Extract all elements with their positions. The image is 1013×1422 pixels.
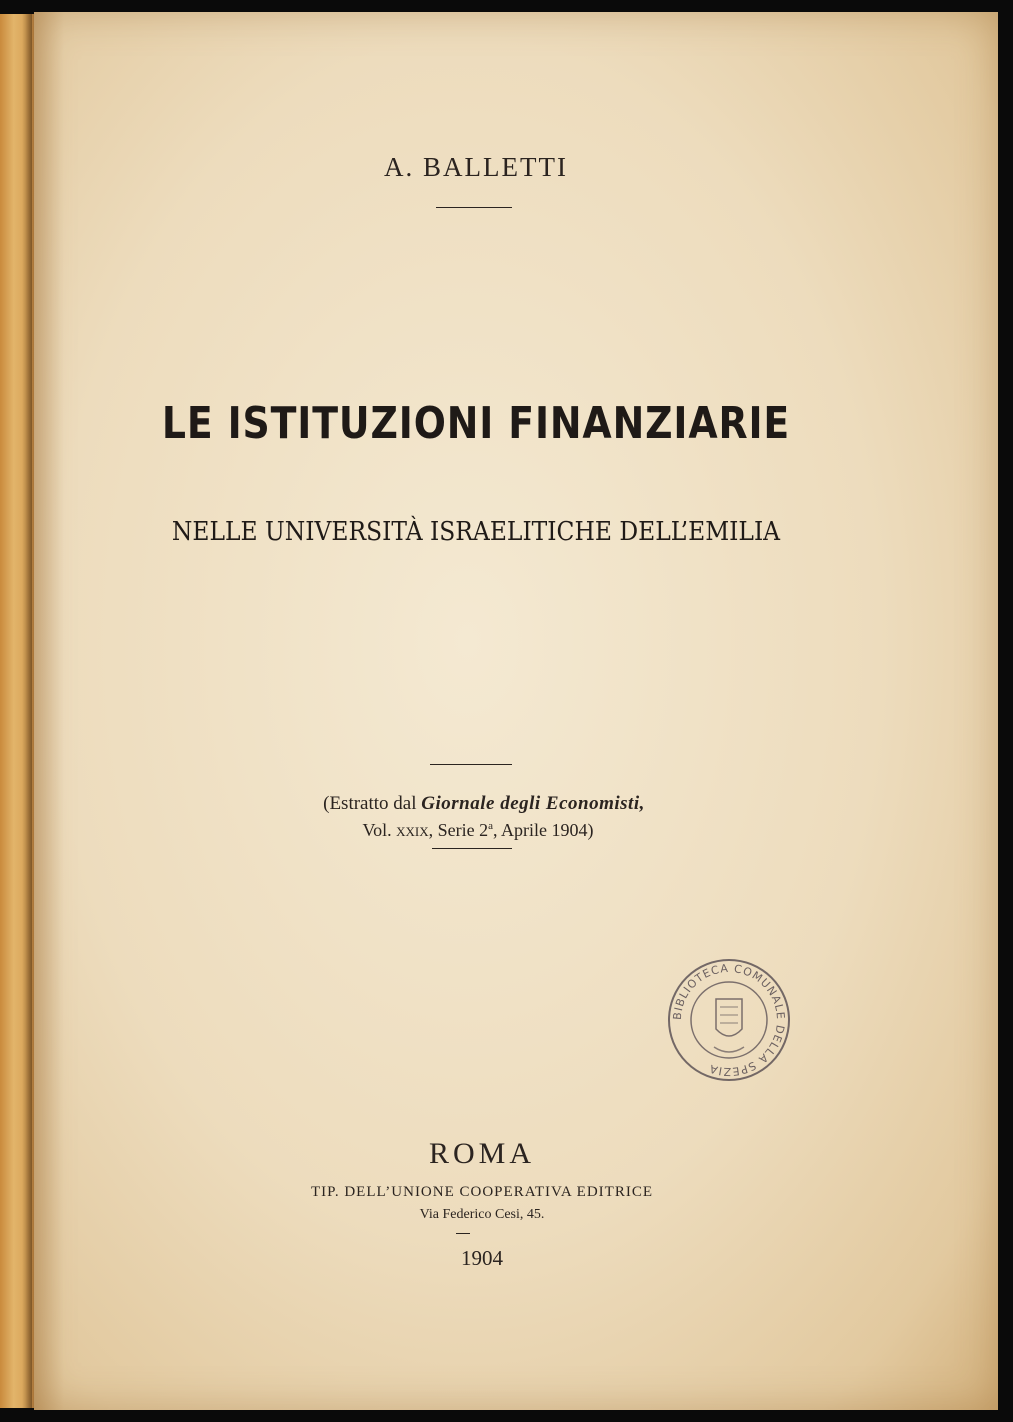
extract-line-1: [2, 793, 966, 815]
journal-name: Giornale degli Economisti,: [421, 793, 645, 814]
imprint-address: Via Federico Cesi, 45.: [419, 1207, 545, 1222]
imprint-printer: TIP. DELL’UNIONE COOPERATIVA EDITRICE: [311, 1184, 653, 1200]
author-rule: [436, 207, 512, 208]
imprint-year: 1904: [461, 1246, 503, 1270]
extract-bottom-rule: [432, 848, 512, 849]
title-page: [34, 12, 998, 1410]
series-text: , Serie 2: [428, 820, 489, 840]
book-title: LE ISTITUZIONI FINANZIARIE: [161, 398, 791, 449]
series-superscript: a: [488, 820, 494, 832]
author-name: A. BALLETTI: [384, 152, 568, 182]
svg-text:BIBLIOTECA COMUNALE DELLA SPEZ: BIBLIOTECA COMUNALE DELLA SPEZIA: [670, 961, 788, 1079]
library-stamp: [666, 957, 792, 1083]
issue-date: , Aprile 1904): [493, 820, 594, 840]
volume-label: Vol.: [362, 820, 392, 840]
extract-prefix: (Estratto dal: [323, 793, 417, 814]
volume-number: xxix: [396, 820, 429, 840]
book-subtitle: NELLE UNIVERSITÀ ISRAELITICHE DELL’EMILIA: [171, 517, 781, 547]
extract-line-2: [0, 820, 960, 841]
imprint-city: ROMA: [428, 1137, 535, 1170]
imprint-rule: [456, 1233, 470, 1234]
extract-top-rule: [430, 764, 512, 765]
